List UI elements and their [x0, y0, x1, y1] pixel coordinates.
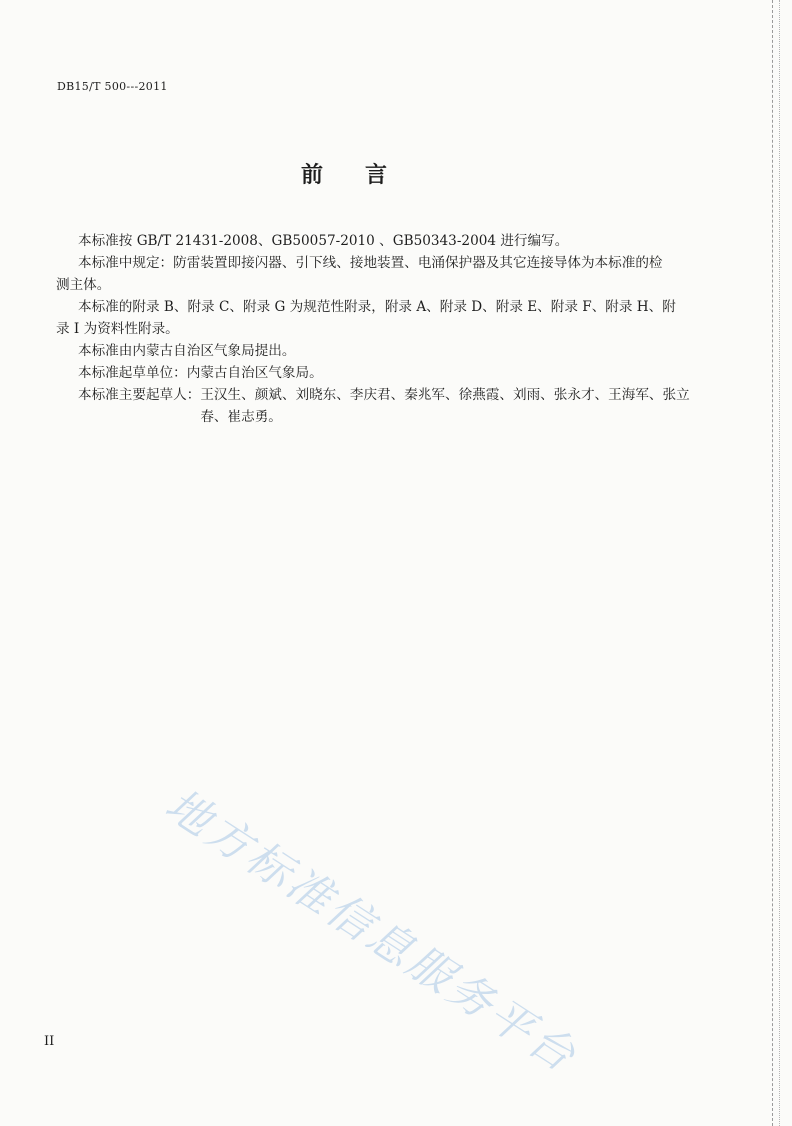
- page-number: II: [44, 1034, 55, 1049]
- foreword-body: [56, 230, 690, 428]
- paragraph-compilation: [78, 230, 688, 252]
- paragraph-line: 本标准由内蒙古自治区气象局提出。: [78, 343, 296, 359]
- paragraph-line: 本标准按 GB/T 21431-2008、GB50057-2010 、GB50343-2004 进行编写。: [78, 233, 569, 249]
- standard-code: DB15/T 500---2011: [57, 80, 168, 93]
- page-edge-marks: [772, 0, 780, 1126]
- paragraph-appendices: [56, 296, 688, 340]
- paragraph-line: 测主体。: [56, 277, 111, 293]
- paragraph-drafters: [78, 384, 688, 428]
- drafters-names-line: 王汉生、颜斌、刘晓东、李庆君、秦兆军、徐燕霞、刘雨、张永才、王海军、张立: [200, 387, 690, 403]
- watermark-text: 地方标准信息服务平台: [156, 779, 587, 1084]
- paragraph-drafting-unit: [78, 362, 688, 384]
- drafters-names: [200, 384, 690, 428]
- paragraph-line: 本标准起草单位：内蒙古自治区气象局。: [78, 365, 323, 381]
- drafters-label: 本标准主要起草人：: [78, 387, 201, 403]
- paragraph-line: 本标准中规定：防雷装置即接闪器、引下线、接地装置、电涌保护器及其它连接导体为本标准的检: [78, 255, 663, 271]
- paragraph-scope: [56, 252, 688, 296]
- paragraph-line: 本标准的附录 B、附录 C、附录 G 为规范性附录，附录 A、附录 D、附录 E、附录 F、附录 H、附: [78, 299, 676, 315]
- page-title: 前言: [300, 162, 429, 188]
- drafters-names-line: 春、崔志勇。: [200, 409, 282, 425]
- paragraph-line: 录 I 为资料性附录。: [56, 321, 179, 337]
- paragraph-proposer: [78, 340, 688, 362]
